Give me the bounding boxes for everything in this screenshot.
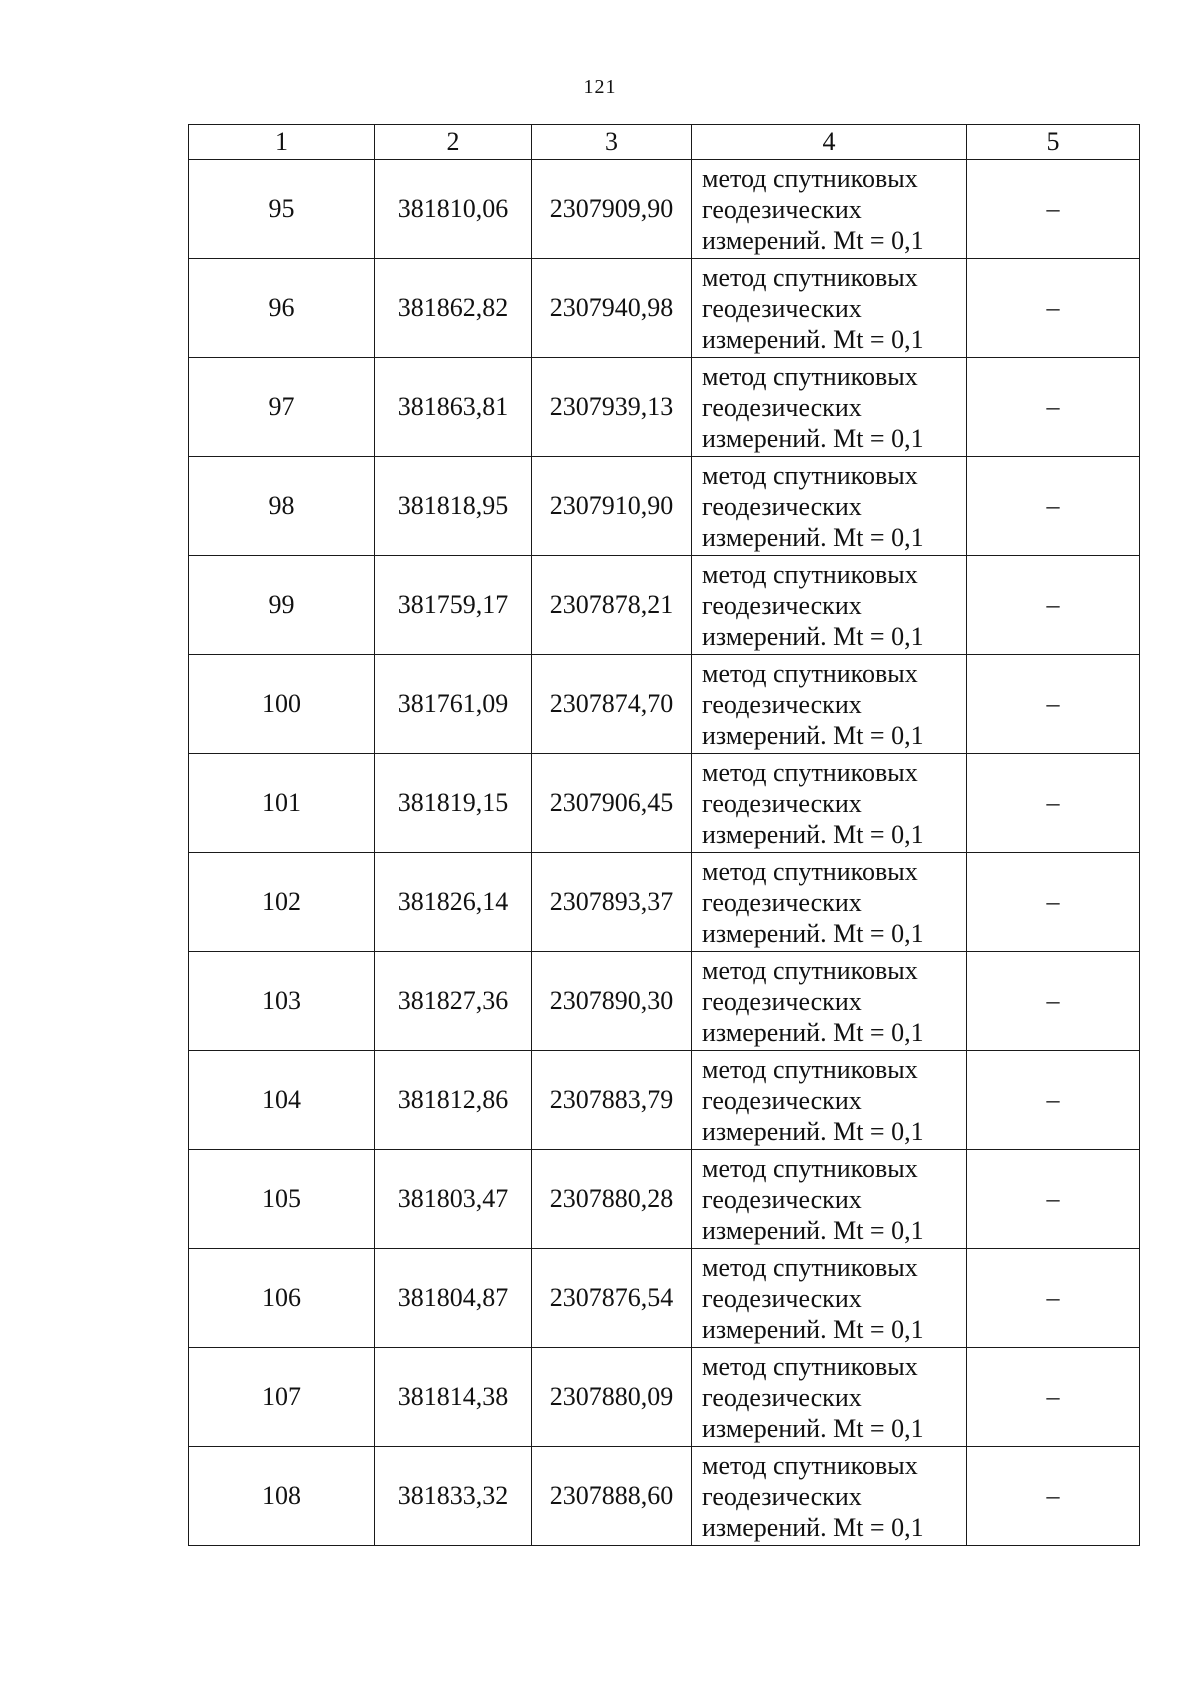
method-line: геодезических	[702, 1481, 862, 1511]
method-line: метод спутниковых	[702, 1450, 918, 1480]
note-cell: –	[967, 1447, 1140, 1546]
table-row	[189, 952, 1140, 1051]
method-cell	[692, 1348, 967, 1447]
method-line: измерений. Mt = 0,1	[702, 621, 924, 651]
note-cell: –	[967, 655, 1140, 754]
method-line: измерений. Mt = 0,1	[702, 819, 924, 849]
method-line: геодезических	[702, 986, 862, 1016]
x-coordinate-cell: 381827,36	[375, 952, 532, 1051]
table-row	[189, 853, 1140, 952]
method-line: измерений. Mt = 0,1	[702, 918, 924, 948]
method-line: измерений. Mt = 0,1	[702, 1017, 924, 1047]
method-cell	[692, 1051, 967, 1150]
method-line: геодезических	[702, 293, 862, 323]
y-coordinate-cell: 2307883,79	[532, 1051, 692, 1150]
method-line: метод спутниковых	[702, 460, 918, 490]
method-line: метод спутниковых	[702, 262, 918, 292]
y-coordinate-cell: 2307878,21	[532, 556, 692, 655]
y-coordinate-cell: 2307939,13	[532, 358, 692, 457]
method-line: геодезических	[702, 1184, 862, 1214]
y-coordinate-cell: 2307880,28	[532, 1150, 692, 1249]
method-cell	[692, 1447, 967, 1546]
point-number-cell: 98	[189, 457, 375, 556]
method-line: измерений. Mt = 0,1	[702, 522, 924, 552]
method-line: геодезических	[702, 1382, 862, 1412]
method-line: геодезических	[702, 689, 862, 719]
point-number-cell: 101	[189, 754, 375, 853]
method-line: измерений. Mt = 0,1	[702, 1215, 924, 1245]
note-cell: –	[967, 1150, 1140, 1249]
method-cell	[692, 754, 967, 853]
point-number-cell: 97	[189, 358, 375, 457]
method-line: измерений. Mt = 0,1	[702, 1413, 924, 1443]
method-cell	[692, 556, 967, 655]
table-row	[189, 556, 1140, 655]
method-line: метод спутниковых	[702, 1054, 918, 1084]
note-cell: –	[967, 556, 1140, 655]
x-coordinate-cell: 381812,86	[375, 1051, 532, 1150]
point-number-cell: 100	[189, 655, 375, 754]
point-number-cell: 105	[189, 1150, 375, 1249]
method-cell	[692, 160, 967, 259]
note-cell: –	[967, 1348, 1140, 1447]
x-coordinate-cell: 381814,38	[375, 1348, 532, 1447]
table-row	[189, 160, 1140, 259]
method-line: метод спутниковых	[702, 1351, 918, 1381]
note-cell: –	[967, 1051, 1140, 1150]
method-line: геодезических	[702, 590, 862, 620]
point-number-cell: 103	[189, 952, 375, 1051]
method-line: измерений. Mt = 0,1	[702, 1116, 924, 1146]
y-coordinate-cell: 2307909,90	[532, 160, 692, 259]
table-row	[189, 754, 1140, 853]
method-line: геодезических	[702, 392, 862, 422]
point-number-cell: 104	[189, 1051, 375, 1150]
y-coordinate-cell: 2307876,54	[532, 1249, 692, 1348]
x-coordinate-cell: 381810,06	[375, 160, 532, 259]
method-line: метод спутниковых	[702, 757, 918, 787]
table-row	[189, 1150, 1140, 1249]
table-row	[189, 457, 1140, 556]
note-cell: –	[967, 160, 1140, 259]
note-cell: –	[967, 358, 1140, 457]
method-line: геодезических	[702, 194, 862, 224]
point-number-cell: 106	[189, 1249, 375, 1348]
header-col-5: 5	[967, 125, 1140, 160]
page-number: 121	[583, 76, 617, 98]
header-col-2: 2	[375, 125, 532, 160]
y-coordinate-cell: 2307890,30	[532, 952, 692, 1051]
method-line: метод спутниковых	[702, 955, 918, 985]
method-line: метод спутниковых	[702, 361, 918, 391]
method-line: измерений. Mt = 0,1	[702, 225, 924, 255]
method-line: метод спутниковых	[702, 1252, 918, 1282]
table-row	[189, 1348, 1140, 1447]
x-coordinate-cell: 381759,17	[375, 556, 532, 655]
table-row	[189, 259, 1140, 358]
x-coordinate-cell: 381826,14	[375, 853, 532, 952]
note-cell: –	[967, 1249, 1140, 1348]
point-number-cell: 102	[189, 853, 375, 952]
header-row	[189, 125, 1140, 160]
method-line: геодезических	[702, 1085, 862, 1115]
note-cell: –	[967, 457, 1140, 556]
method-cell	[692, 358, 967, 457]
method-line: метод спутниковых	[702, 856, 918, 886]
table-row	[189, 655, 1140, 754]
point-number-cell: 108	[189, 1447, 375, 1546]
table-row	[189, 1447, 1140, 1546]
table-body	[189, 160, 1140, 1546]
method-line: измерений. Mt = 0,1	[702, 720, 924, 750]
method-line: геодезических	[702, 887, 862, 917]
y-coordinate-cell: 2307940,98	[532, 259, 692, 358]
method-cell	[692, 952, 967, 1051]
y-coordinate-cell: 2307888,60	[532, 1447, 692, 1546]
method-line: метод спутниковых	[702, 559, 918, 589]
method-cell	[692, 655, 967, 754]
x-coordinate-cell: 381818,95	[375, 457, 532, 556]
point-number-cell: 99	[189, 556, 375, 655]
point-number-cell: 95	[189, 160, 375, 259]
header-col-3: 3	[532, 125, 692, 160]
point-number-cell: 107	[189, 1348, 375, 1447]
x-coordinate-cell: 381819,15	[375, 754, 532, 853]
method-line: измерений. Mt = 0,1	[702, 423, 924, 453]
y-coordinate-cell: 2307893,37	[532, 853, 692, 952]
note-cell: –	[967, 952, 1140, 1051]
method-cell	[692, 1150, 967, 1249]
header-col-1: 1	[189, 125, 375, 160]
table-row	[189, 1051, 1140, 1150]
table-row	[189, 1249, 1140, 1348]
method-line: измерений. Mt = 0,1	[702, 1512, 924, 1542]
note-cell: –	[967, 853, 1140, 952]
method-line: геодезических	[702, 491, 862, 521]
y-coordinate-cell: 2307910,90	[532, 457, 692, 556]
y-coordinate-cell: 2307874,70	[532, 655, 692, 754]
method-line: геодезических	[702, 1283, 862, 1313]
x-coordinate-cell: 381803,47	[375, 1150, 532, 1249]
table-header	[189, 125, 1140, 160]
coordinates-table	[188, 124, 1140, 1546]
table-row	[189, 358, 1140, 457]
note-cell: –	[967, 754, 1140, 853]
x-coordinate-cell: 381862,82	[375, 259, 532, 358]
point-number-cell: 96	[189, 259, 375, 358]
method-cell	[692, 457, 967, 556]
x-coordinate-cell: 381833,32	[375, 1447, 532, 1546]
y-coordinate-cell: 2307906,45	[532, 754, 692, 853]
x-coordinate-cell: 381761,09	[375, 655, 532, 754]
method-cell	[692, 1249, 967, 1348]
method-line: измерений. Mt = 0,1	[702, 324, 924, 354]
method-line: метод спутниковых	[702, 658, 918, 688]
method-cell	[692, 259, 967, 358]
method-line: метод спутниковых	[702, 1153, 918, 1183]
method-cell	[692, 853, 967, 952]
header-col-4: 4	[692, 125, 967, 160]
method-line: измерений. Mt = 0,1	[702, 1314, 924, 1344]
method-line: геодезических	[702, 788, 862, 818]
x-coordinate-cell: 381804,87	[375, 1249, 532, 1348]
y-coordinate-cell: 2307880,09	[532, 1348, 692, 1447]
method-line: метод спутниковых	[702, 163, 918, 193]
x-coordinate-cell: 381863,81	[375, 358, 532, 457]
note-cell: –	[967, 259, 1140, 358]
